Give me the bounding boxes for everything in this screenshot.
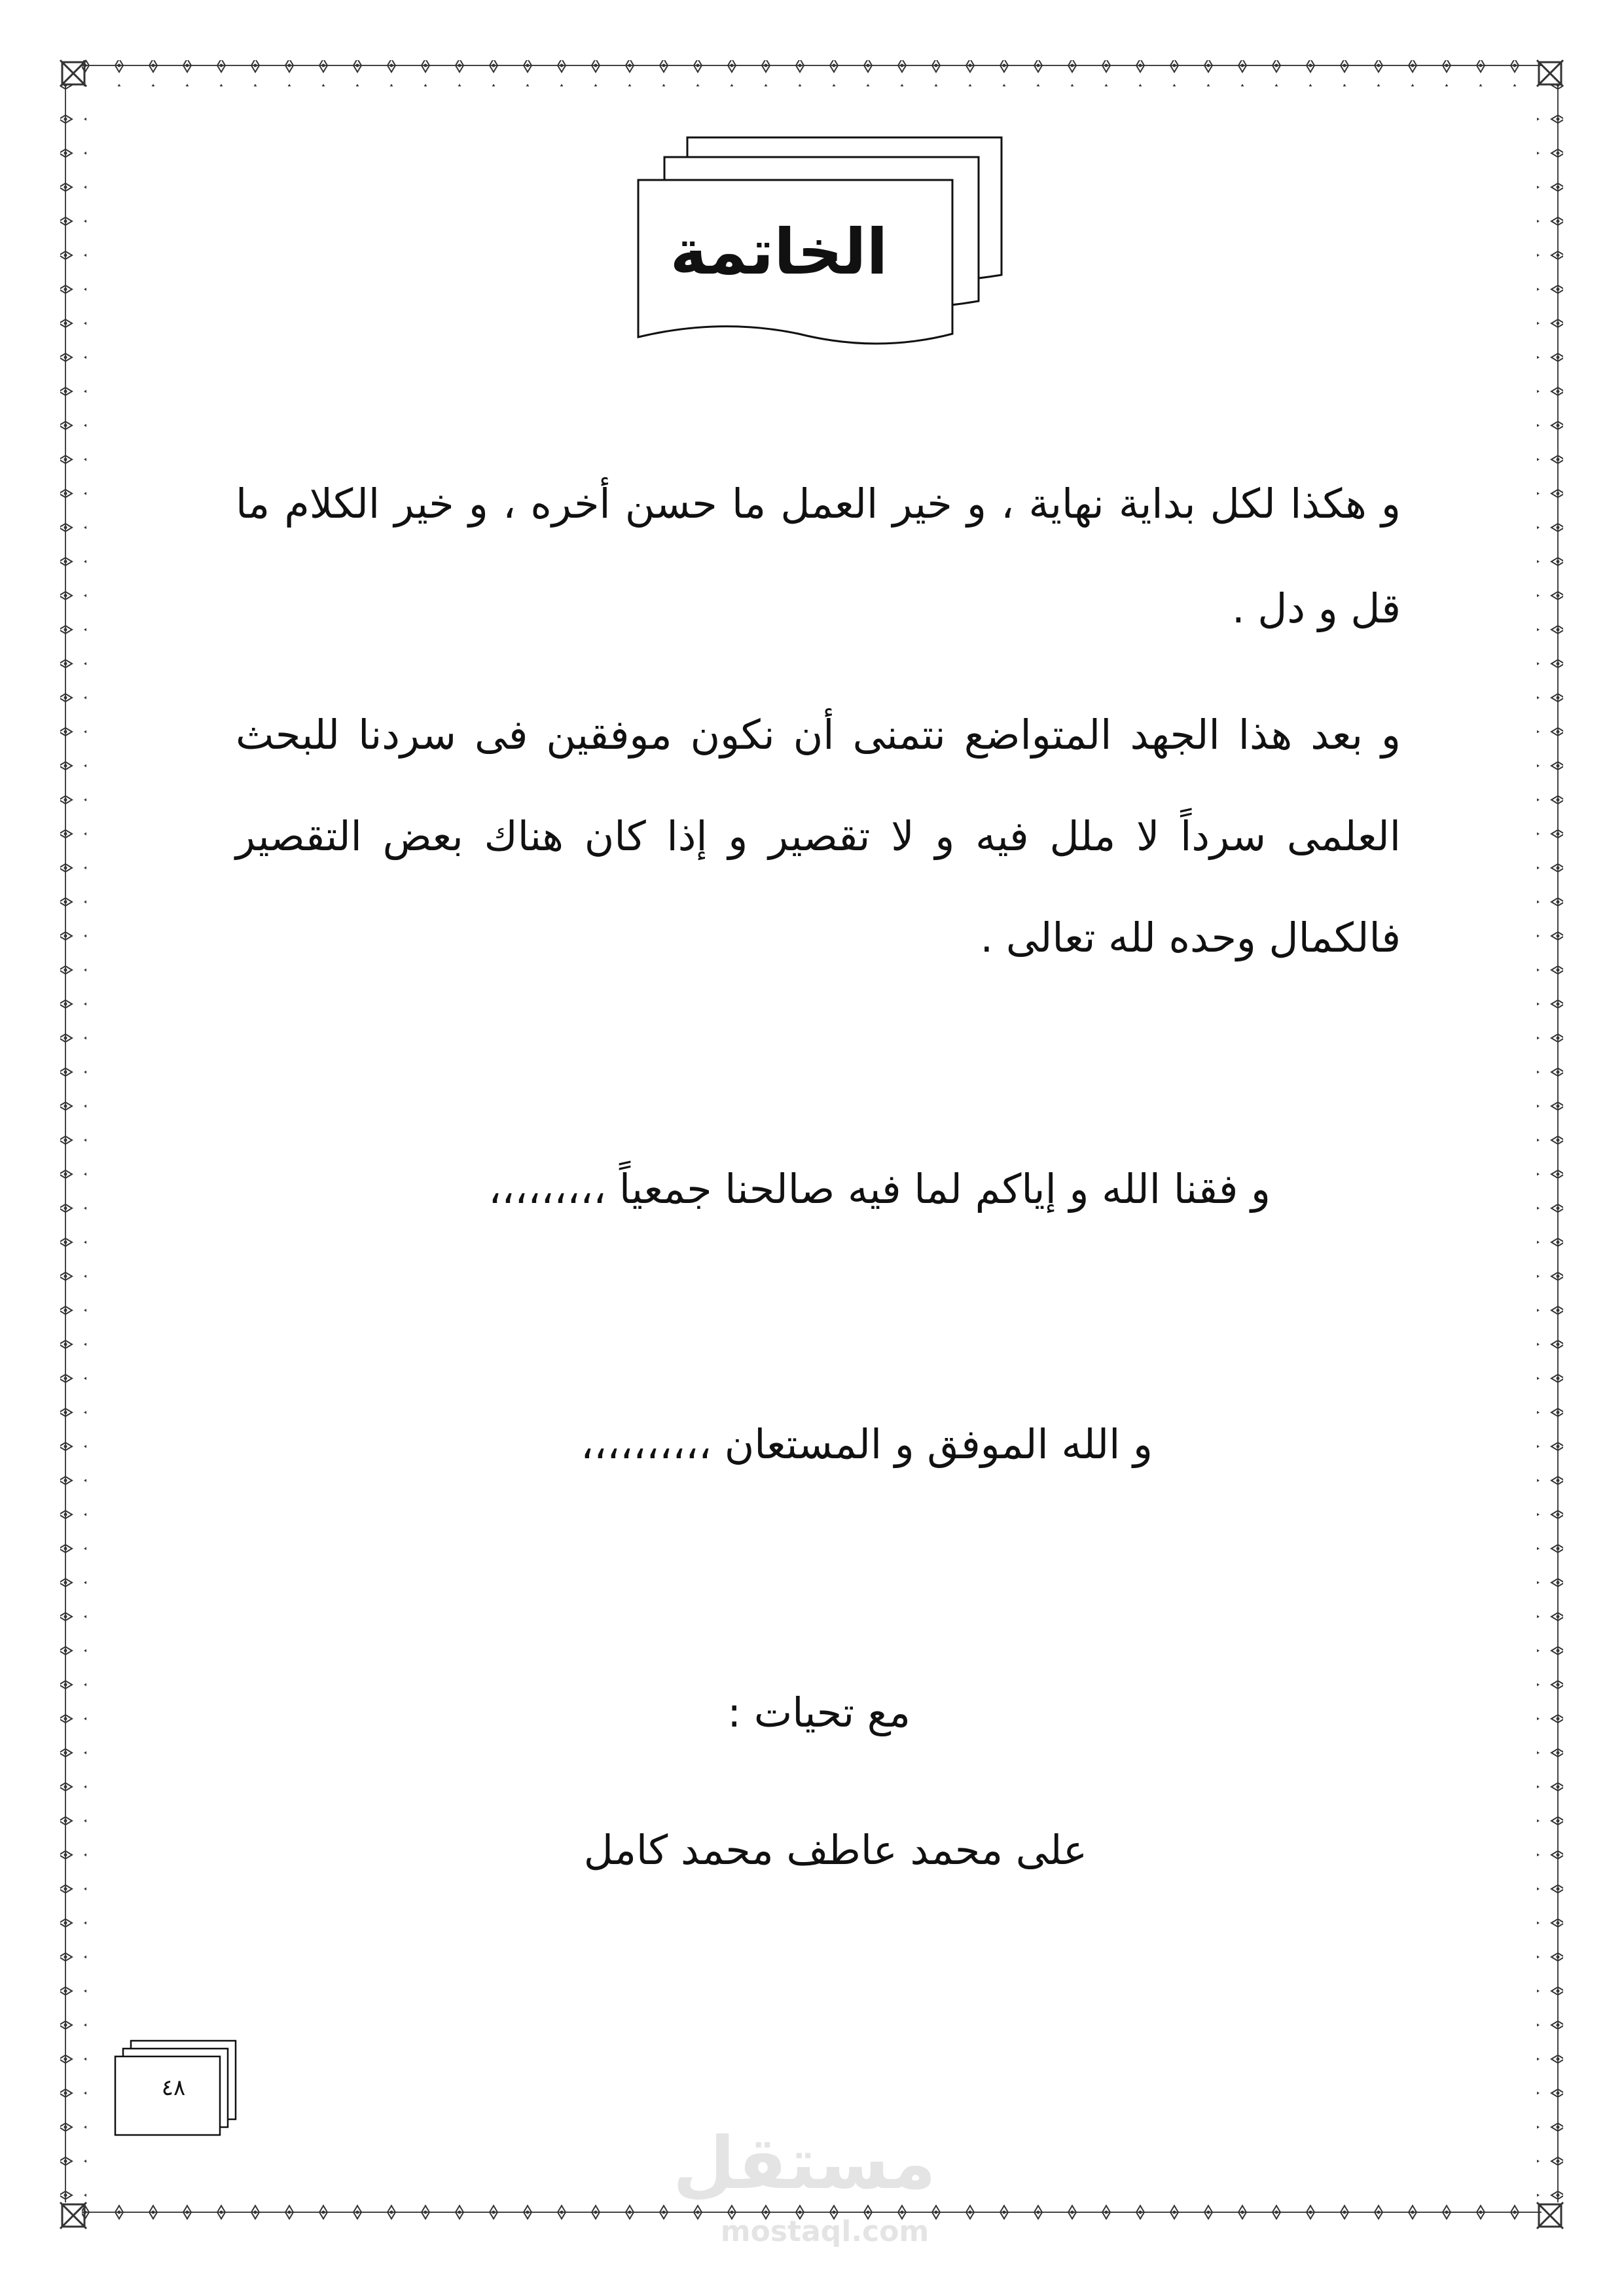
paragraph-main: و بعد هذا الجهد المتواضع نتمنى أن نكون موفقين فى سردنا للبحث العلمى سرداً لا ملل فيه و لا تقصير و إذا كان هناك بعض التقصير فالكمال وحده لله تعالى . [236,711,1401,961]
closing-line-prayer: و فقنا الله و إياكم لما فيه صالحنا جمعياً ،،،،،،،،، [488,1165,1271,1213]
greeting-label: مع تحيات : [727,1689,911,1736]
page-number: ٤٨ [161,2075,186,2101]
author-name: على محمد عاطف محمد كامل [583,1826,1087,1874]
watermark-url: mostaql.com [720,2215,929,2248]
watermark-text: مستقل [672,2121,936,2205]
closing-line-blessing: و الله الموفق و المستعان ،،،،،،،،،، [580,1420,1153,1468]
page-title: الخاتمة [670,215,888,289]
paragraph-intro: و هكذا لكل بداية نهاية ، و خير العمل ما حسن أخره ، و خير الكلام ما قل و دل . [236,480,1401,632]
